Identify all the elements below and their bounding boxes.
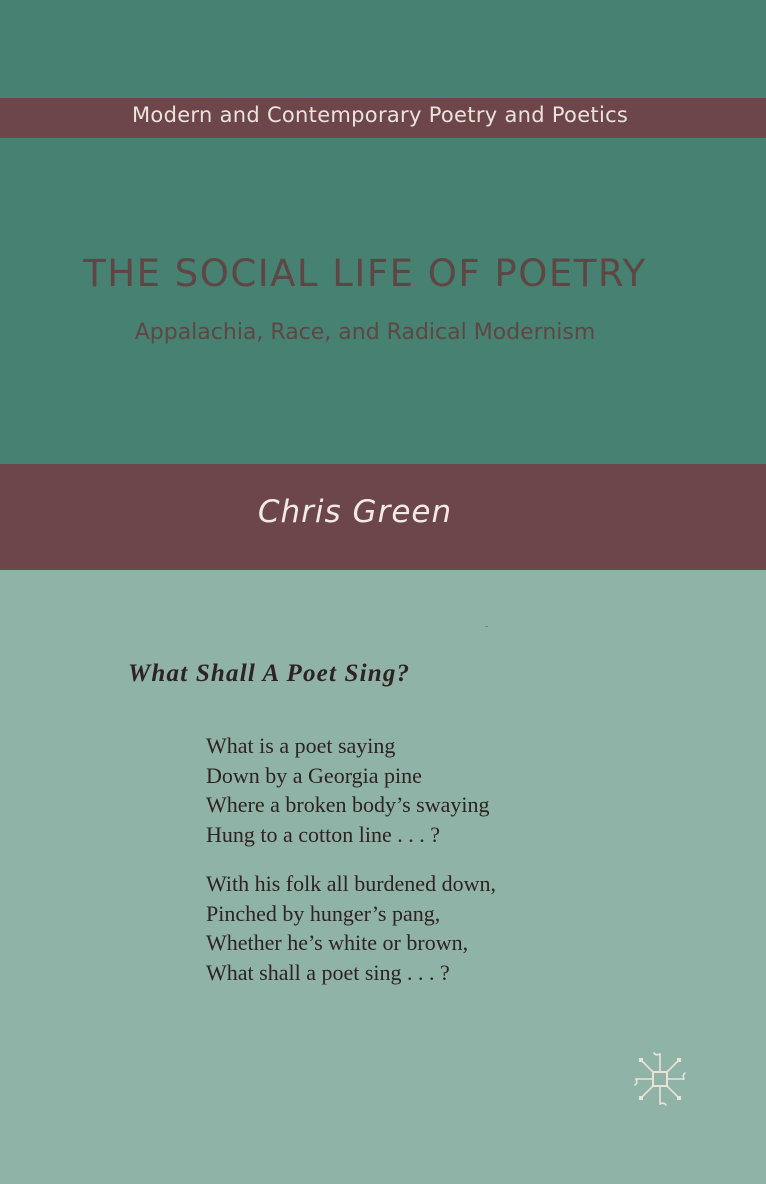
poem-line: What is a poet saying [206,733,396,758]
poem-stanza-2 [206,869,496,987]
poem-title: What Shall A Poet Sing? [128,660,411,687]
author-name: Chris Green [257,494,453,530]
book-subtitle: Appalachia, Race, and Radical Modernism [134,320,596,345]
poem-line: With his folk all burdened down, [206,871,496,896]
book-title: THE SOCIAL LIFE OF POETRY [83,252,647,295]
top-band [0,0,766,464]
poem-line: Where a broken body’s swaying [206,792,490,817]
poem-line: Hung to a cotton line . . . ? [206,821,441,847]
poem-line: Down by a Georgia pine [206,762,422,788]
poem-line: Pinched by hunger’s pang, [206,900,441,926]
print-speck [485,626,488,627]
poem-line: Whether he’s white or brown, [206,930,469,955]
palgrave-logo-icon [632,1050,688,1108]
series-name: Modern and Contemporary Poetry and Poetics [132,103,629,127]
poem-stanza-1 [206,731,489,849]
poem-line: What shall a poet sing . . . ? [206,959,450,985]
